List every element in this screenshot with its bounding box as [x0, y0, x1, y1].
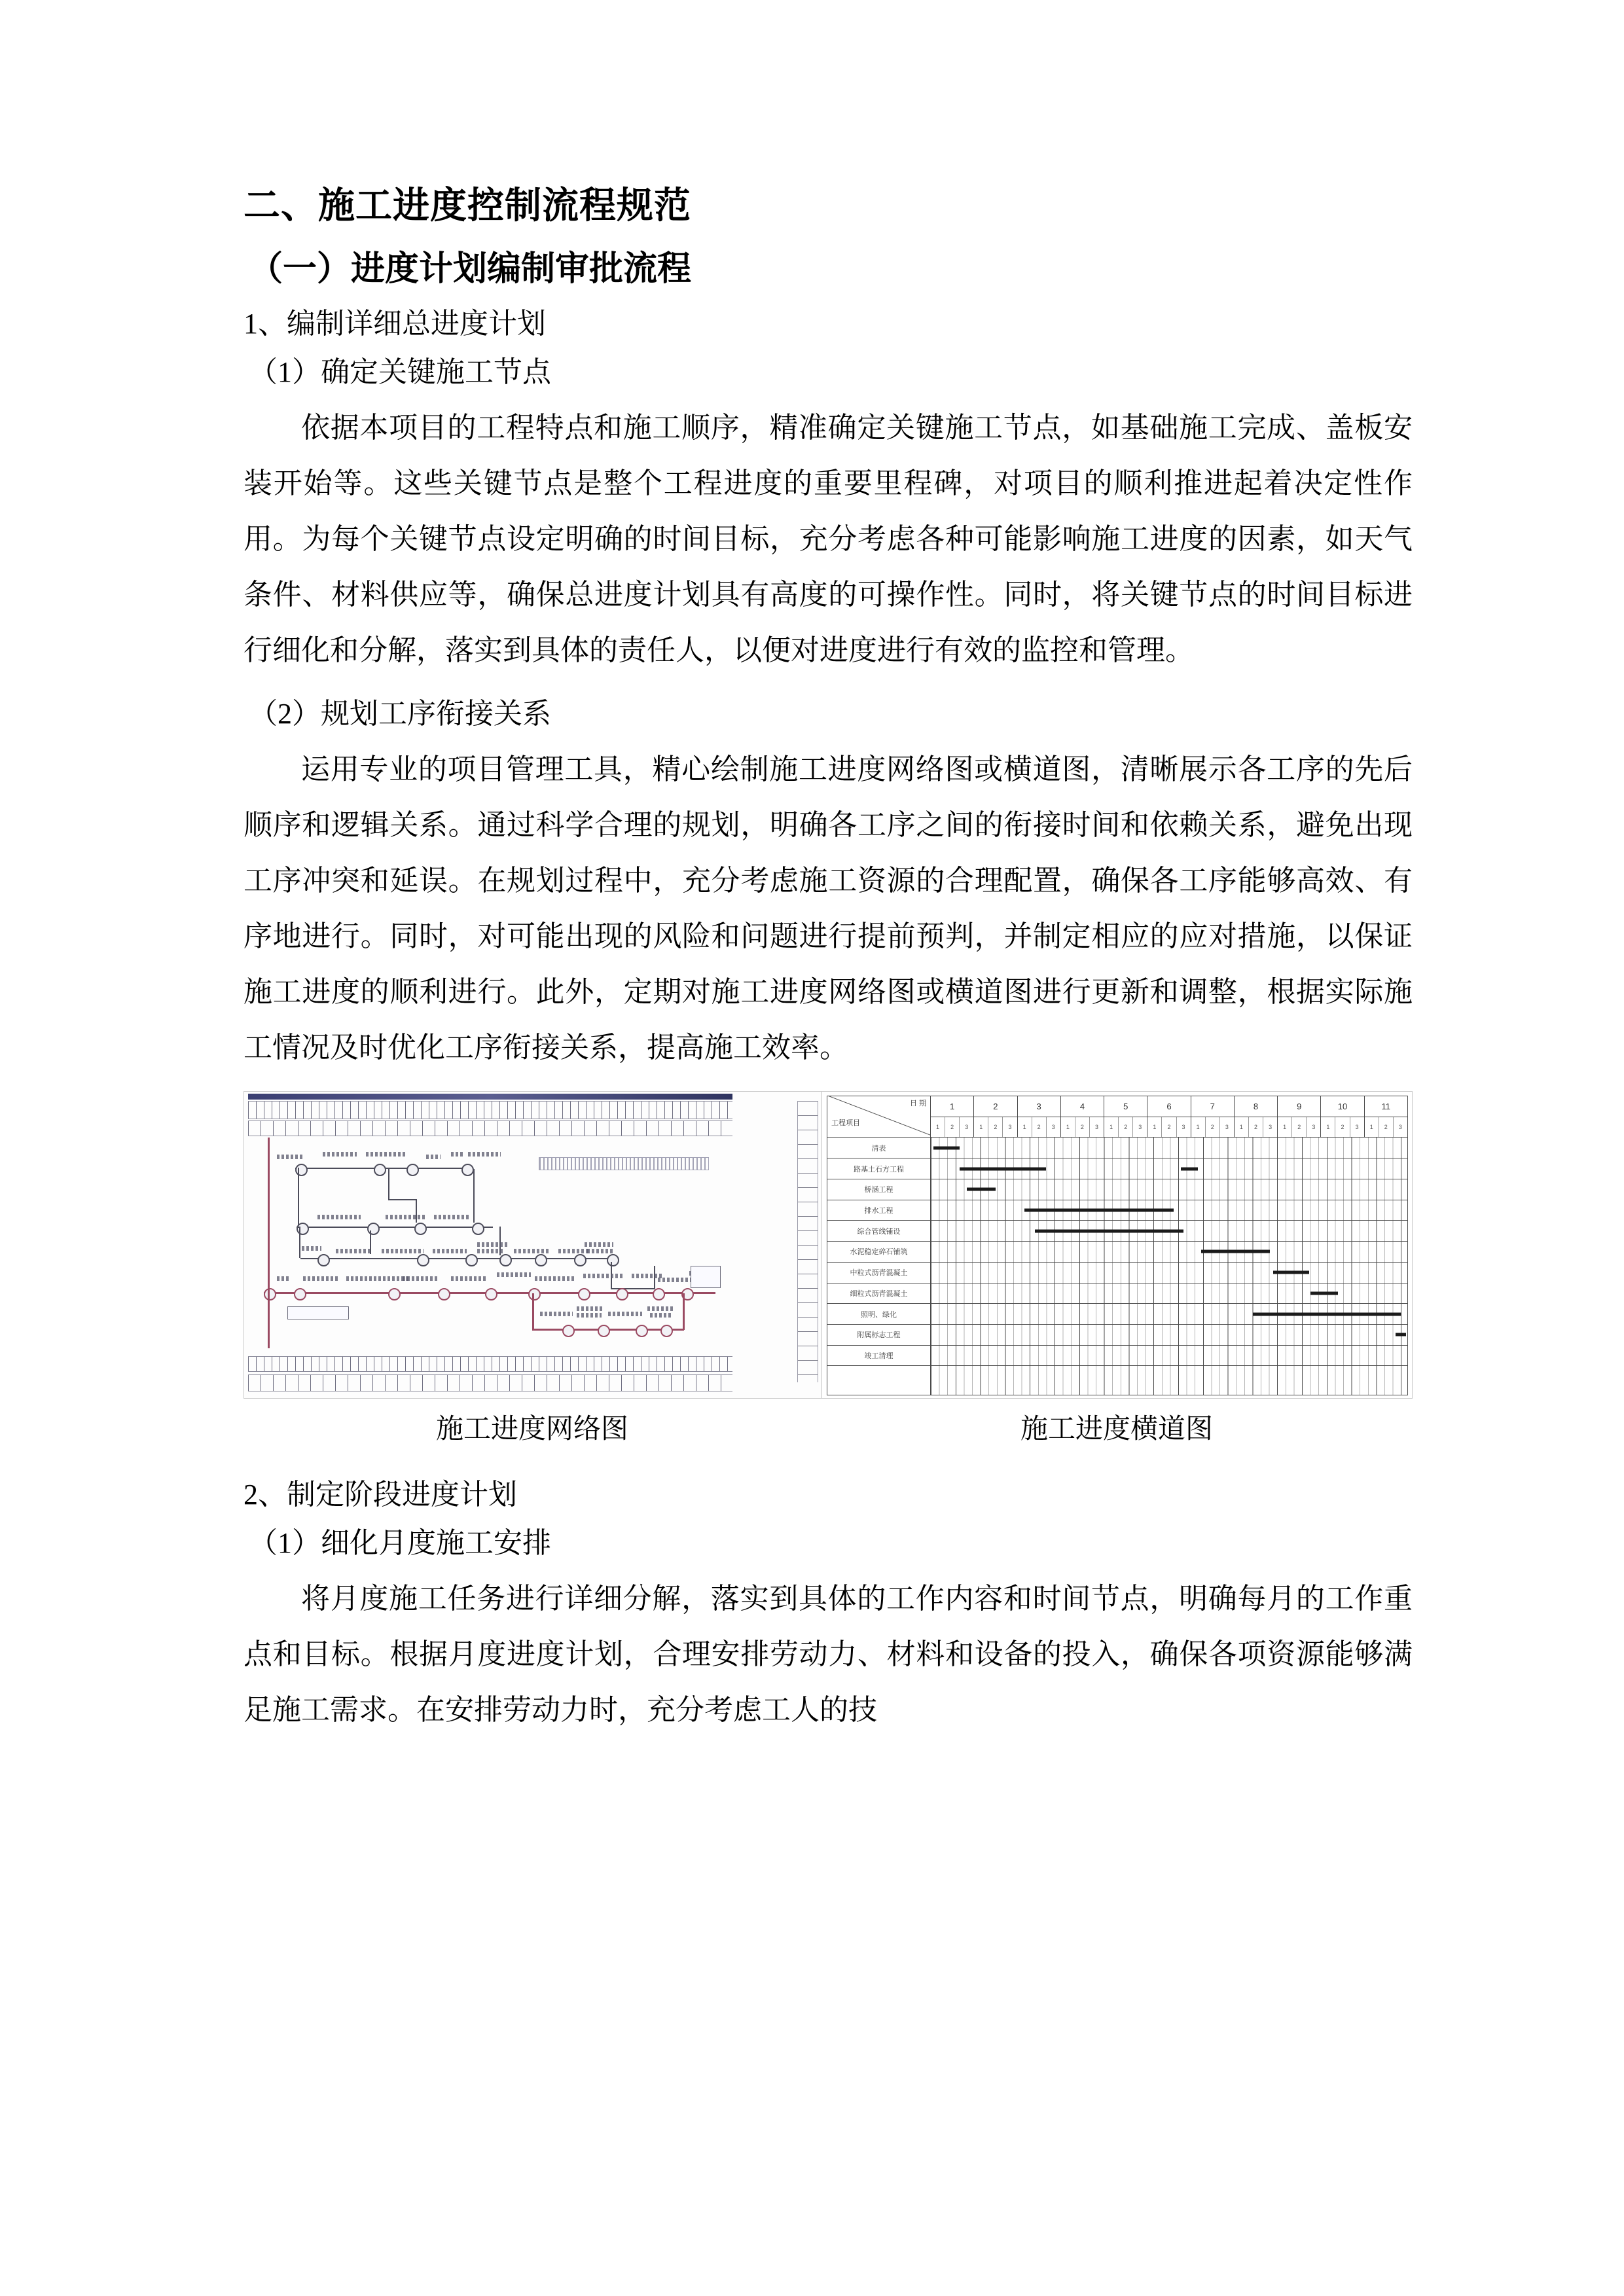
- network-diagram-titlebar: [248, 1094, 732, 1100]
- gantt-subperiod-cell: 1: [1321, 1117, 1335, 1137]
- gantt-subperiod-cell: 3: [1355, 1124, 1359, 1131]
- gantt-month-cell: 4: [1061, 1096, 1104, 1117]
- gantt-month-cell: 6: [1147, 1096, 1191, 1117]
- gantt-bar: [1201, 1250, 1271, 1253]
- gantt-bar: [933, 1146, 960, 1149]
- gantt-task-row: [827, 1200, 1407, 1221]
- gantt-subperiod-group: [1235, 1117, 1278, 1137]
- gantt-footer-label: [827, 1366, 931, 1395]
- paragraph-2-1: 将月度施工任务进行详细分解，落实到具体的工作内容和时间节点，明确每月的工作重点和目标。根据月度进度计划，合理安排劳动力、材料和设备的投入，确保各项资源能够满足施工需求。在安排劳动力时，充分考虑工人的技: [244, 1582, 1413, 1726]
- gantt-bar: [1035, 1229, 1183, 1232]
- gantt-subperiod-cell: 3: [1225, 1124, 1229, 1131]
- gantt-task-row: [827, 1179, 1407, 1200]
- gantt-task-label: 综合管线铺设: [827, 1221, 931, 1241]
- gantt-subperiod-cell: 3: [965, 1124, 969, 1131]
- gantt-subperiod-group: [974, 1117, 1017, 1137]
- gantt-footer-row: [827, 1365, 1407, 1395]
- gantt-subperiod-cell: 2: [1075, 1117, 1090, 1137]
- gantt-bar: [960, 1167, 1046, 1170]
- gantt-subperiod-cell: 2: [1249, 1117, 1263, 1137]
- section-2-heading: 2、制定阶段进度计划: [244, 1479, 517, 1511]
- gantt-task-track: [931, 1304, 1407, 1324]
- network-diagram-ruler-bottom-2: [248, 1374, 732, 1391]
- gantt-subperiod-cell: 2: [1162, 1117, 1176, 1137]
- gantt-header: [827, 1096, 1407, 1138]
- gantt-task-track: [931, 1221, 1407, 1241]
- network-diagram-note-box: [287, 1306, 349, 1319]
- gantt-month-cell: 8: [1235, 1096, 1278, 1117]
- network-diagram-ruler-top-2: [248, 1121, 732, 1136]
- gantt-subperiod-cell: 3: [1312, 1124, 1316, 1131]
- gantt-month-cell: 2: [974, 1096, 1017, 1117]
- gantt-subperiod-cell: 2: [1379, 1117, 1394, 1137]
- gantt-subperiod-cell: 1: [1147, 1117, 1162, 1137]
- gantt-subperiod-group: [1321, 1117, 1364, 1137]
- section-1-heading: 1、编制详细总进度计划: [244, 308, 546, 340]
- network-diagram-canvas: [257, 1138, 729, 1354]
- gantt-task-track: [931, 1242, 1407, 1262]
- gantt-task-label: 清表: [827, 1138, 931, 1158]
- gantt-month-cell: 10: [1321, 1096, 1364, 1117]
- network-diagram-ruler-bottom-1: [248, 1356, 732, 1372]
- page-content: [244, 183, 1413, 1754]
- gantt-chart-image: [821, 1092, 1412, 1398]
- gantt-task-track: [931, 1138, 1407, 1158]
- gantt-bar: [1181, 1167, 1198, 1170]
- gantt-corner-cell: [827, 1096, 931, 1137]
- gantt-subperiod-cell: 1: [1278, 1117, 1292, 1137]
- gantt-task-row: [827, 1138, 1407, 1158]
- gantt-task-track: [931, 1283, 1407, 1304]
- gantt-month-cell: 5: [1104, 1096, 1147, 1117]
- gantt-task-label: 路基土石方工程: [827, 1158, 931, 1179]
- gantt-subperiod-group: [1104, 1117, 1147, 1137]
- gantt-bar: [967, 1188, 996, 1191]
- figure-block: [244, 1091, 1413, 1449]
- gantt-month-cell: 3: [1018, 1096, 1061, 1117]
- gantt-task-label: 桥涵工程: [827, 1179, 931, 1200]
- gantt-task-row: [827, 1158, 1407, 1179]
- gantt-task-track: [931, 1200, 1407, 1221]
- gantt-subperiod-cell: 1: [1191, 1117, 1206, 1137]
- figure-row: [244, 1091, 1413, 1399]
- gantt-subperiod-cell: 2: [1292, 1117, 1307, 1137]
- gantt-subperiod-group: [1061, 1117, 1104, 1137]
- gantt-bar: [1310, 1291, 1338, 1295]
- network-diagram-end-box: [691, 1266, 721, 1288]
- gantt-task-track: [931, 1346, 1407, 1366]
- gantt-subperiod-cell: 3: [1398, 1124, 1402, 1131]
- gantt-task-row: [827, 1283, 1407, 1304]
- gantt-task-track: [931, 1158, 1407, 1179]
- section-subtitle: （一）进度计划编制审批流程: [249, 250, 692, 288]
- gantt-subperiod-group: [1191, 1117, 1235, 1137]
- paragraph-1-2: 运用专业的项目管理工具，精心绘制施工进度网络图或横道图，清晰展示各工序的先后顺序和逻辑关系。通过科学合理的规划，明确各工序之间的衔接时间和依赖关系，避免出现工序冲突和延误。在规划过程中，充分考虑施工资源的合理配置，确保各工序能够高效、有序地进行。同时，对可能出现的风险和问题进行提前预判，并制定相应的应对措施，以保证施工进度的顺利进行。此外，定期对施工进度网络图或横道图进行更新和调整，根据实际施工情况及时优化工序衔接关系，提高施工效率。: [244, 753, 1413, 1064]
- gantt-bar: [1253, 1312, 1401, 1316]
- gantt-bar: [1396, 1333, 1405, 1336]
- gantt-date-axis-label: 日 期: [909, 1100, 926, 1108]
- gantt-body: [827, 1138, 1407, 1365]
- gantt-task-row: [827, 1242, 1407, 1263]
- gantt-subperiod-cell: 2: [1206, 1117, 1220, 1137]
- gantt-subperiod-cell: 2: [988, 1117, 1003, 1137]
- caption-gantt-chart: 施工进度横道图: [1020, 1414, 1213, 1445]
- network-diagram-image: [244, 1092, 821, 1398]
- gantt-task-row: [827, 1346, 1407, 1366]
- gantt-task-label: 照明、绿化: [827, 1304, 931, 1324]
- figure-captions: [244, 1410, 1413, 1449]
- gantt-month-cell: 9: [1278, 1096, 1321, 1117]
- gantt-month-row: [931, 1096, 1407, 1117]
- gantt-subperiod-group: [1018, 1117, 1061, 1137]
- gantt-subperiod-cell: 1: [931, 1117, 945, 1137]
- gantt-subperiod-cell: 2: [1119, 1117, 1133, 1137]
- gantt-subperiod-cell: 3: [1095, 1124, 1099, 1131]
- gantt-item-axis-label: 工程项目: [831, 1119, 860, 1128]
- gantt-subperiod-group: [931, 1117, 974, 1137]
- gantt-task-label: 竣工清理: [827, 1346, 931, 1366]
- gantt-subperiod-cell: 1: [1018, 1117, 1032, 1137]
- gantt-footer-track: [931, 1366, 1407, 1395]
- gantt-subperiod-cell: 1: [974, 1117, 988, 1137]
- gantt-task-label: 细粒式沥青混凝土: [827, 1283, 931, 1304]
- gantt-task-label: 排水工程: [827, 1200, 931, 1221]
- gantt-subperiod-group: [1365, 1117, 1407, 1137]
- gantt-month-cell: 1: [931, 1096, 974, 1117]
- caption-network-diagram: 施工进度网络图: [435, 1414, 628, 1445]
- gantt-task-row: [827, 1221, 1407, 1242]
- gantt-month-axis: [931, 1096, 1407, 1137]
- paragraph-1-1: 依据本项目的工程特点和施工顺序，精准确定关键施工节点，如基础施工完成、盖板安装开始等。这些关键节点是整个工程进度的重要里程碑，对项目的顺利推进起着决定性作用。为每个关键节点设定明确的时间目标，充分考虑各种可能影响施工进度的因素，如天气条件、材料供应等，确保总进度计划具有高度的可操作性。同时，将关键节点的时间目标进行细化和分解，落实到具体的责任人，以便对进度进行有效的监控和管理。: [244, 412, 1413, 666]
- gantt-subperiod-row: [931, 1117, 1407, 1137]
- gantt-task-row: [827, 1304, 1407, 1325]
- gantt-subperiod-cell: 3: [1182, 1124, 1185, 1131]
- gantt-subperiod-cell: 3: [1269, 1124, 1272, 1131]
- gantt-bar: [1273, 1271, 1309, 1274]
- gantt-subperiod-cell: 2: [1032, 1117, 1047, 1137]
- gantt-subperiod-cell: 3: [1008, 1124, 1012, 1131]
- gantt-subperiod-cell: 1: [1061, 1117, 1075, 1137]
- gantt-task-label: 附属标志工程: [827, 1325, 931, 1345]
- gantt-task-track: [931, 1325, 1407, 1345]
- gantt-task-track: [931, 1179, 1407, 1200]
- item-2-1-heading: （1）细化月度施工安排: [249, 1526, 551, 1559]
- item-1-1-heading: （1）确定关键施工节点: [249, 355, 551, 388]
- gantt-subperiod-cell: 2: [945, 1117, 960, 1137]
- gantt-bar: [1024, 1208, 1173, 1211]
- gantt-task-label: 中粒式沥青混凝土: [827, 1263, 931, 1283]
- gantt-subperiod-cell: 1: [1365, 1117, 1379, 1137]
- page-title: 二、施工进度控制流程规范: [244, 186, 691, 226]
- gantt-chart: [827, 1096, 1408, 1395]
- gantt-subperiod-cell: 1: [1235, 1117, 1249, 1137]
- network-diagram-legend: [539, 1157, 709, 1170]
- gantt-task-row: [827, 1325, 1407, 1346]
- gantt-task-row: [827, 1263, 1407, 1283]
- network-diagram-ruler-top-1: [248, 1101, 732, 1119]
- gantt-subperiod-cell: 3: [1138, 1124, 1142, 1131]
- gantt-month-cell: 11: [1381, 1102, 1391, 1112]
- gantt-month-cell: 7: [1191, 1096, 1235, 1117]
- gantt-task-track: [931, 1263, 1407, 1283]
- gantt-subperiod-group: [1278, 1117, 1321, 1137]
- gantt-subperiod-cell: 1: [1104, 1117, 1119, 1137]
- network-diagram-side-ruler: [797, 1101, 818, 1382]
- gantt-subperiod-cell: 2: [1335, 1117, 1350, 1137]
- item-1-2-heading: （2）规划工序衔接关系: [249, 697, 551, 730]
- gantt-task-label: 水泥稳定碎石铺筑: [827, 1242, 931, 1262]
- gantt-subperiod-group: [1147, 1117, 1191, 1137]
- gantt-subperiod-cell: 3: [1051, 1124, 1055, 1131]
